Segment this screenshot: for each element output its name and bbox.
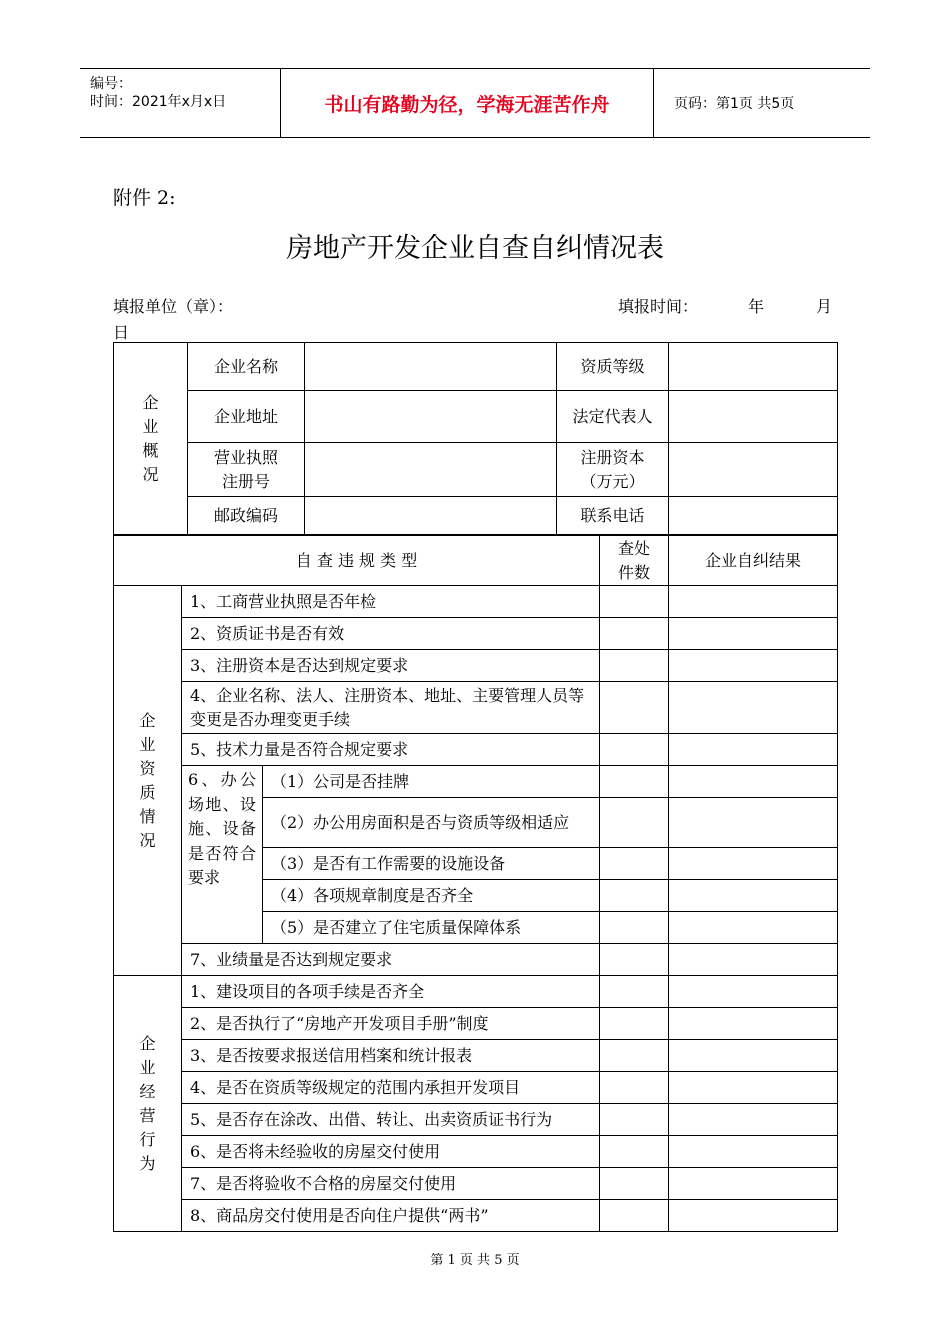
table-row xyxy=(114,1072,838,1104)
input-correction-result[interactable] xyxy=(669,766,838,798)
input-correction-result[interactable] xyxy=(669,798,838,848)
input-case-count[interactable] xyxy=(600,912,669,944)
header-correction-result: 企业自纠结果 xyxy=(669,536,838,586)
qualification-subitem: （5）是否建立了住宅质量保障体系 xyxy=(263,912,600,944)
overview-table xyxy=(113,342,838,535)
doc-number-label: 编号： xyxy=(90,76,132,92)
input-correction-result[interactable] xyxy=(669,880,838,912)
fill-year-label: 年 xyxy=(748,297,765,316)
input-correction-result[interactable] xyxy=(669,1008,838,1040)
input-correction-result[interactable] xyxy=(669,682,838,734)
input-qualification-level[interactable] xyxy=(669,343,838,391)
qualification-subitem: （1）公司是否挂牌 xyxy=(263,766,600,798)
qualification-group-label: 企 业 资 质 情 况 xyxy=(114,586,182,976)
input-case-count[interactable] xyxy=(600,1040,669,1072)
table-row xyxy=(114,1168,838,1200)
input-case-count[interactable] xyxy=(600,1008,669,1040)
input-postal-code[interactable] xyxy=(305,497,557,535)
label-company-address: 企业地址 xyxy=(188,391,305,443)
label-registered-capital: 注册资本 （万元） xyxy=(557,443,669,497)
input-case-count[interactable] xyxy=(600,734,669,766)
operation-item: 7、是否将验收不合格的房屋交付使用 xyxy=(182,1168,600,1200)
input-contact-phone[interactable] xyxy=(669,497,838,535)
operation-item: 8、商品房交付使用是否向住户提供“两书” xyxy=(182,1200,600,1232)
table-row xyxy=(114,1104,838,1136)
input-correction-result[interactable] xyxy=(669,586,838,618)
qualification-item: 5、技术力量是否符合规定要求 xyxy=(182,734,600,766)
qualification-subitem: （4）各项规章制度是否齐全 xyxy=(263,880,600,912)
qualification-item: 7、业绩量是否达到规定要求 xyxy=(182,944,600,976)
input-case-count[interactable] xyxy=(600,848,669,880)
qualification-item: 2、资质证书是否有效 xyxy=(182,618,600,650)
table-row xyxy=(114,391,838,443)
input-correction-result[interactable] xyxy=(669,650,838,682)
qualification-subitem: （3）是否有工作需要的设施设备 xyxy=(263,848,600,880)
table-row xyxy=(114,618,838,650)
doc-time-label: 时间：2021年x月x日 xyxy=(90,94,227,110)
input-company-address[interactable] xyxy=(305,391,557,443)
input-license-number[interactable] xyxy=(305,443,557,497)
table-row xyxy=(114,682,838,734)
input-correction-result[interactable] xyxy=(669,848,838,880)
header-motto: 书山有路勤为径，学海无涯苦作舟 xyxy=(281,69,654,137)
input-correction-result[interactable] xyxy=(669,1104,838,1136)
input-correction-result[interactable] xyxy=(669,618,838,650)
operation-item: 4、是否在资质等级规定的范围内承担开发项目 xyxy=(182,1072,600,1104)
fill-day-label: 日 xyxy=(113,323,130,342)
operation-item: 2、是否执行了“房地产开发项目手册”制度 xyxy=(182,1008,600,1040)
input-registered-capital[interactable] xyxy=(669,443,838,497)
qualification-item: 3、注册资本是否达到规定要求 xyxy=(182,650,600,682)
input-case-count[interactable] xyxy=(600,1104,669,1136)
header-case-count: 查处 件数 xyxy=(600,536,669,586)
input-correction-result[interactable] xyxy=(669,976,838,1008)
input-case-count[interactable] xyxy=(600,1168,669,1200)
table-row xyxy=(114,976,838,1008)
input-correction-result[interactable] xyxy=(669,944,838,976)
header-violation-type: 自 查 违 规 类 型 xyxy=(114,536,600,586)
header-page-info-text: 页码：第1页 共5页 xyxy=(674,96,795,112)
header-page-info xyxy=(664,69,870,137)
input-correction-result[interactable] xyxy=(669,1136,838,1168)
input-case-count[interactable] xyxy=(600,944,669,976)
operation-item: 3、是否按要求报送信用档案和统计报表 xyxy=(182,1040,600,1072)
label-legal-representative: 法定代表人 xyxy=(557,391,669,443)
operation-item: 6、是否将未经验收的房屋交付使用 xyxy=(182,1136,600,1168)
input-correction-result[interactable] xyxy=(669,1040,838,1072)
table-row xyxy=(114,1008,838,1040)
operation-group-label: 企 业 经 营 行 为 xyxy=(114,976,182,1232)
label-license-number: 营业执照 注册号 xyxy=(188,443,305,497)
attachment-label: 附件 2: xyxy=(113,187,176,209)
page-title: 房地产开发企业自查自纠情况表 xyxy=(286,233,664,264)
input-case-count[interactable] xyxy=(600,650,669,682)
qualification-item6-label: 6、办公场地、设施、设备是否符合要求 xyxy=(182,766,263,944)
table-row xyxy=(114,766,838,798)
table-row xyxy=(114,343,838,391)
input-case-count[interactable] xyxy=(600,586,669,618)
table-row xyxy=(114,536,838,586)
input-case-count[interactable] xyxy=(600,880,669,912)
header-meta xyxy=(80,69,281,137)
overview-group-label: 企 业 概 况 xyxy=(114,343,188,535)
page-footer: 第 1 页 共 5 页 xyxy=(430,1253,520,1268)
fill-month-label: 月 xyxy=(816,297,833,316)
label-qualification-level: 资质等级 xyxy=(557,343,669,391)
table-row xyxy=(114,1200,838,1232)
table-row xyxy=(114,443,838,497)
table-row xyxy=(114,944,838,976)
input-case-count[interactable] xyxy=(600,618,669,650)
input-correction-result[interactable] xyxy=(669,734,838,766)
input-correction-result[interactable] xyxy=(669,1168,838,1200)
input-case-count[interactable] xyxy=(600,1200,669,1232)
input-case-count[interactable] xyxy=(600,1072,669,1104)
input-case-count[interactable] xyxy=(600,798,669,848)
input-case-count[interactable] xyxy=(600,766,669,798)
qualification-item: 4、企业名称、法人、注册资本、地址、主要管理人员等变更是否办理变更手续 xyxy=(182,682,600,734)
fill-unit-label: 填报单位（章）： xyxy=(113,297,234,316)
table-row xyxy=(114,1136,838,1168)
qualification-item: 1、工商营业执照是否年检 xyxy=(182,586,600,618)
table-row xyxy=(114,734,838,766)
label-company-name: 企业名称 xyxy=(188,343,305,391)
inspection-table xyxy=(113,535,838,1232)
label-contact-phone: 联系电话 xyxy=(557,497,669,535)
input-case-count[interactable] xyxy=(600,1136,669,1168)
input-legal-representative[interactable] xyxy=(669,391,838,443)
input-case-count[interactable] xyxy=(600,682,669,734)
operation-item: 1、建设项目的各项手续是否齐全 xyxy=(182,976,600,1008)
fill-time-label: 填报时间： xyxy=(618,297,699,316)
input-case-count[interactable] xyxy=(600,976,669,1008)
input-company-name[interactable] xyxy=(305,343,557,391)
table-row xyxy=(114,497,838,535)
label-postal-code: 邮政编码 xyxy=(188,497,305,535)
input-correction-result[interactable] xyxy=(669,1200,838,1232)
qualification-subitem: （2）办公用房面积是否与资质等级相适应 xyxy=(263,798,600,848)
input-correction-result[interactable] xyxy=(669,1072,838,1104)
input-correction-result[interactable] xyxy=(669,912,838,944)
page-header xyxy=(80,68,870,138)
table-row xyxy=(114,1040,838,1072)
operation-item: 5、是否存在涂改、出借、转让、出卖资质证书行为 xyxy=(182,1104,600,1136)
table-row xyxy=(114,586,838,618)
table-row xyxy=(114,650,838,682)
